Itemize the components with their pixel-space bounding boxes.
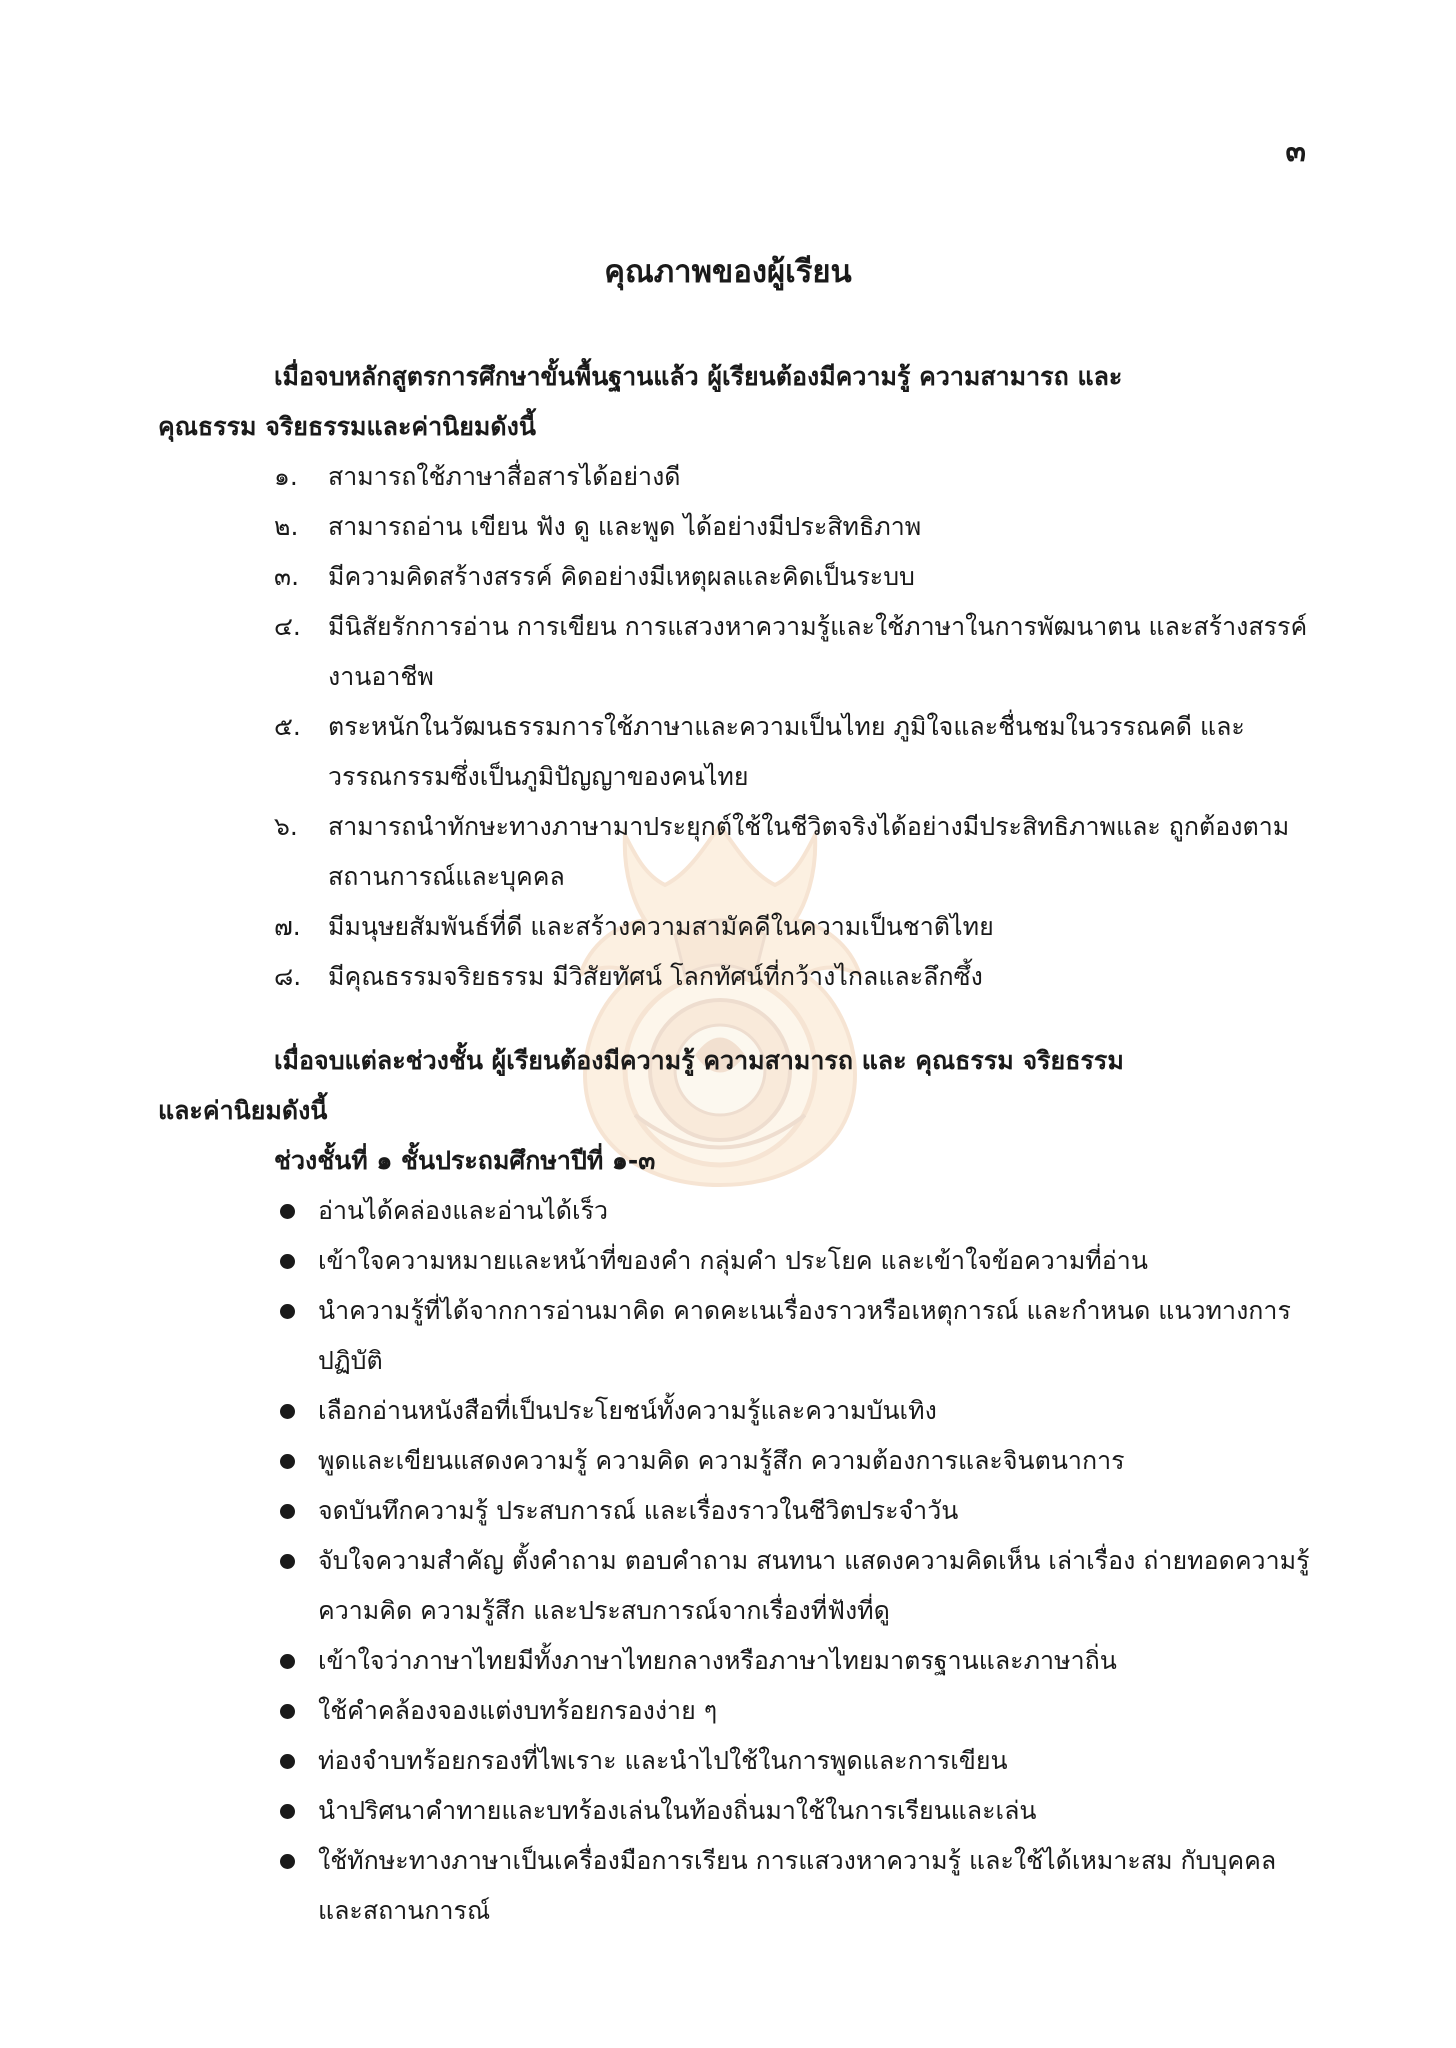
bullet-icon <box>280 1654 295 1669</box>
list-item <box>158 452 1314 502</box>
list-item <box>158 702 1314 802</box>
list-item <box>158 552 1314 602</box>
bullet-icon <box>280 1454 295 1469</box>
list-item <box>158 1536 1314 1636</box>
item-text: สามารถใช้ภาษาสื่อสารได้อย่างดี <box>328 462 681 491</box>
item-text: เข้าใจว่าภาษาไทยมีทั้งภาษาไทยกลางหรือภาษาไทยมาตรฐานและภาษาถิ่น <box>318 1646 1117 1675</box>
section-subheading: ช่วงชั้นที่ ๑ ชั้นประถมศึกษาปีที่ ๑-๓ <box>274 1146 656 1175</box>
bullet-icon <box>280 1804 295 1819</box>
item-text: จดบันทึกความรู้ ประสบการณ์ และเรื่องราวในชีวิตประจำวัน <box>318 1496 959 1525</box>
list-item <box>158 1736 1314 1786</box>
bullet-list <box>158 1186 1314 1936</box>
section2-second-line: และค่านิยมดังนี้ <box>158 1096 328 1125</box>
item-text: มีคุณธรรมจริยธรรม มีวิสัยทัศน์ โลกทัศน์ที่กว้างไกลและลึกซึ้ง <box>328 962 983 991</box>
item-text: เลือกอ่านหนังสือที่เป็นประโยชน์ทั้งความรู้และความบันเทิง <box>318 1396 937 1425</box>
list-item <box>158 1636 1314 1686</box>
item-number: ๖. <box>274 812 298 841</box>
item-text: มีมนุษยสัมพันธ์ที่ดี และสร้างความสามัคคีในความเป็นชาติไทย <box>328 912 994 941</box>
item-text: นำความรู้ที่ได้จากการอ่านมาคิด คาดคะเนเรื่องราวหรือเหตุการณ์ และกำหนด แนวทางการปฏิบัติ <box>318 1296 1291 1375</box>
list-item <box>158 1686 1314 1736</box>
list-item <box>158 1386 1314 1436</box>
page-title: คุณภาพของผู้เรียน <box>604 254 852 290</box>
intro-second-line: คุณธรรม จริยธรรมและค่านิยมดังนี้ <box>158 412 536 441</box>
item-text: ท่องจำบทร้อยกรองที่ไพเราะ และนำไปใช้ในการพูดและการเขียน <box>318 1746 1008 1775</box>
item-text: ใช้ทักษะทางภาษาเป็นเครื่องมือการเรียน การแสวงหาความรู้ และใช้ได้เหมาะสม กับบุคคลและสถานการณ์ <box>318 1846 1277 1925</box>
list-item <box>158 1786 1314 1836</box>
item-number: ๔. <box>274 612 301 641</box>
item-text: สามารถอ่าน เขียน ฟัง ดู และพูด ได้อย่างมีประสิทธิภาพ <box>328 512 922 541</box>
numbered-list <box>158 452 1314 1002</box>
item-text: พูดและเขียนแสดงความรู้ ความคิด ความรู้สึก ความต้องการและจินตนาการ <box>318 1446 1125 1475</box>
bullet-icon <box>280 1854 295 1869</box>
item-text: ตระหนักในวัฒนธรรมการใช้ภาษาและความเป็นไทย ภูมิใจและชื่นชมในวรรณคดี และวรรณกรรมซึ่งเป็นภูมิปัญญาของคนไทย <box>328 712 1245 791</box>
bullet-icon <box>280 1754 295 1769</box>
list-item <box>158 1186 1314 1236</box>
list-item <box>158 602 1314 702</box>
list-item <box>158 952 1314 1002</box>
bullet-icon <box>280 1704 295 1719</box>
list-item <box>158 1486 1314 1536</box>
item-text: เข้าใจความหมายและหน้าที่ของคำ กลุ่มคำ ประโยค และเข้าใจข้อความที่อ่าน <box>318 1246 1148 1275</box>
item-number: ๘. <box>274 962 302 991</box>
item-text: นำปริศนาคำทายและบทร้องเล่นในท้องถิ่นมาใช้ในการเรียนและเล่น <box>318 1796 1037 1825</box>
list-item <box>158 1286 1314 1386</box>
intro-first-line: เมื่อจบหลักสูตรการศึกษาขั้นพื้นฐานแล้ว ผู้เรียนต้องมีความรู้ ความสามารถ และ <box>274 362 1123 391</box>
item-text: มีนิสัยรักการอ่าน การเขียน การแสวงหาความรู้และใช้ภาษาในการพัฒนาตน และสร้างสรรค์งานอาชีพ <box>328 612 1308 691</box>
list-item <box>158 502 1314 552</box>
bullet-icon <box>280 1554 295 1569</box>
bullet-icon <box>280 1204 295 1219</box>
bullet-icon <box>280 1254 295 1269</box>
item-number: ๑. <box>274 462 298 491</box>
list-item <box>158 1236 1314 1286</box>
item-number: ๒. <box>274 512 299 541</box>
item-text: ใช้คำคล้องจองแต่งบทร้อยกรองง่าย ๆ <box>318 1696 718 1725</box>
item-number: ๓. <box>274 562 300 591</box>
list-item <box>158 1436 1314 1486</box>
list-item <box>158 802 1314 902</box>
item-text: จับใจความสำคัญ ตั้งคำถาม ตอบคำถาม สนทนา แสดงความคิดเห็น เล่าเรื่อง ถ่ายทอดความรู้ ความคิด ความรู้สึก และประสบการณ์จากเรื่องที่ฟังที่ดู <box>318 1546 1310 1625</box>
item-number: ๕. <box>274 712 301 741</box>
intro-paragraph <box>158 352 1314 452</box>
item-text: สามารถนำทักษะทางภาษามาประยุกต์ใช้ในชีวิตจริงได้อย่างมีประสิทธิภาพและ ถูกต้องตามสถานการณ์และบุคคล <box>328 812 1290 891</box>
item-number: ๗. <box>274 912 301 941</box>
page-number: ๓ <box>1285 134 1306 169</box>
list-item <box>158 902 1314 952</box>
section2-paragraph <box>158 1036 1314 1136</box>
bullet-icon <box>280 1304 295 1319</box>
bullet-icon <box>280 1404 295 1419</box>
section2-first-line: เมื่อจบแต่ละช่วงชั้น ผู้เรียนต้องมีความรู้ ความสามารถ และ คุณธรรม จริยธรรม <box>274 1046 1124 1075</box>
item-text: อ่านได้คล่องและอ่านได้เร็ว <box>318 1196 609 1225</box>
item-text: มีความคิดสร้างสรรค์ คิดอย่างมีเหตุผลและคิดเป็นระบบ <box>328 562 915 591</box>
document-body <box>158 352 1314 1936</box>
list-item <box>158 1836 1314 1936</box>
bullet-icon <box>280 1504 295 1519</box>
